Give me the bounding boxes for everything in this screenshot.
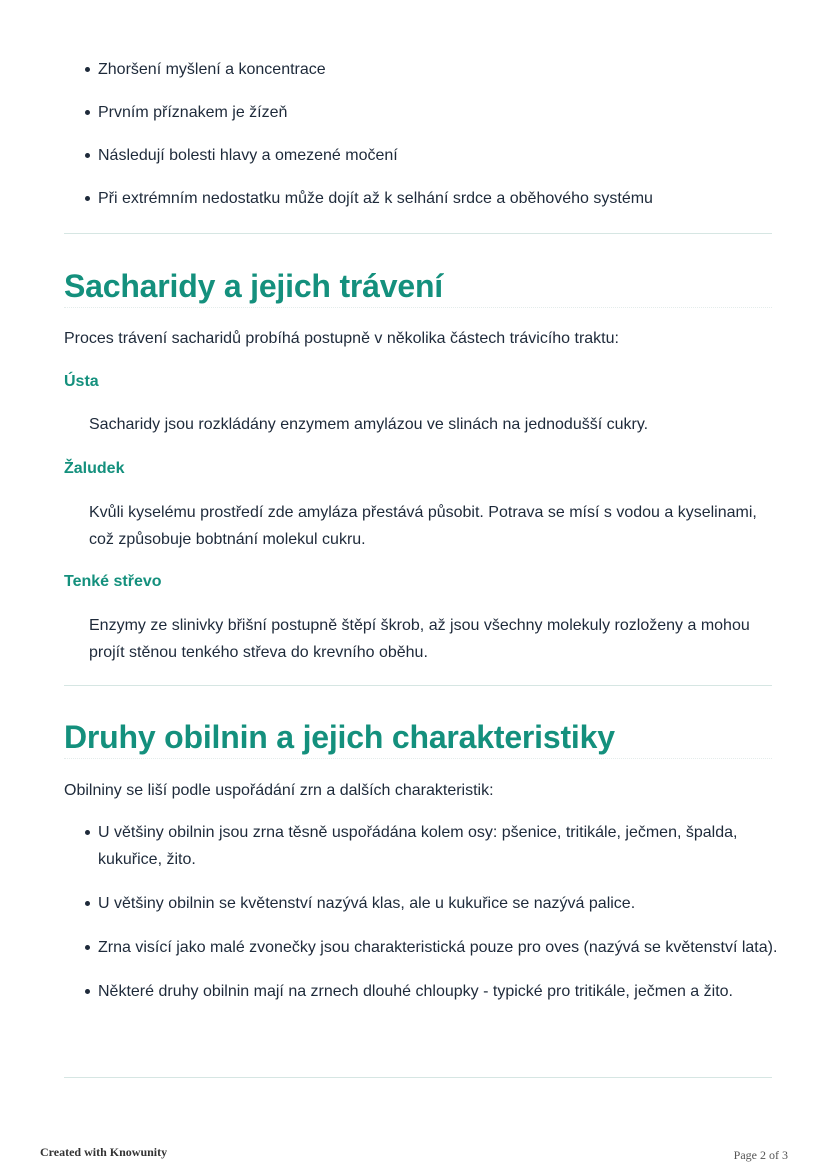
section-title: Sacharidy a jejich trávení [64, 268, 443, 304]
list-item: Zrna visící jako malé zvonečky jsou charakteristická pouze pro oves (nazývá se květenství lata). [84, 934, 784, 961]
section-intro: Proces trávení sacharidů probíhá postupně v několika částech trávicího traktu: [64, 330, 619, 347]
section-divider [64, 1077, 772, 1078]
symptom-list [84, 56, 784, 212]
section-divider [64, 233, 772, 234]
list-item: Následují bolesti hlavy a omezené močení [84, 142, 784, 169]
subsection-text: Enzymy ze slinivky břišní postupně štěpí škrob, až jsou všechny molekuly rozloženy a mohou projít stěnou tenkého střeva do krevního oběhu. [89, 617, 750, 661]
list-item: Prvním příznakem je žízeň [84, 99, 784, 126]
list-item: Některé druhy obilnin mají na zrnech dlouhé chloupky - typické pro tritikále, ječmen a žito. [84, 978, 784, 1005]
subsection-heading: Ústa [64, 373, 99, 390]
subsection-heading: Žaludek [64, 460, 125, 477]
page-number: Page 2 of 3 [733, 1148, 788, 1162]
section-divider [64, 685, 772, 686]
subsection-text: Kvůli kyselému prostředí zde amyláza přestává působit. Potrava se mísí s vodou a kyselinami, což způsobuje bobtnání molekul cukru. [89, 504, 757, 548]
list-item: Při extrémním nedostatku může dojít až k selhání srdce a oběhového systému [84, 185, 784, 212]
list-item: Zhoršení myšlení a koncentrace [84, 56, 784, 83]
list-item: U většiny obilnin jsou zrna těsně uspořádána kolem osy: pšenice, tritikále, ječmen, špalda, kukuřice, žito. [84, 819, 784, 873]
cereal-list [84, 819, 784, 1005]
subsection-text: Sacharidy jsou rozkládány enzymem amylázou ve slinách na jednodušší cukry. [89, 416, 649, 433]
subsection-heading: Tenké střevo [64, 573, 162, 590]
list-item: U většiny obilnin se květenství nazývá klas, ale u kukuřice se nazývá palice. [84, 890, 784, 917]
footer-credit: Created with Knowunity [40, 1145, 168, 1159]
section-intro: Obilniny se liší podle uspořádání zrn a dalších charakteristik: [64, 782, 494, 799]
heading-underline [64, 307, 772, 308]
heading-underline [64, 758, 772, 759]
section-title: Druhy obilnin a jejich charakteristiky [64, 719, 615, 755]
